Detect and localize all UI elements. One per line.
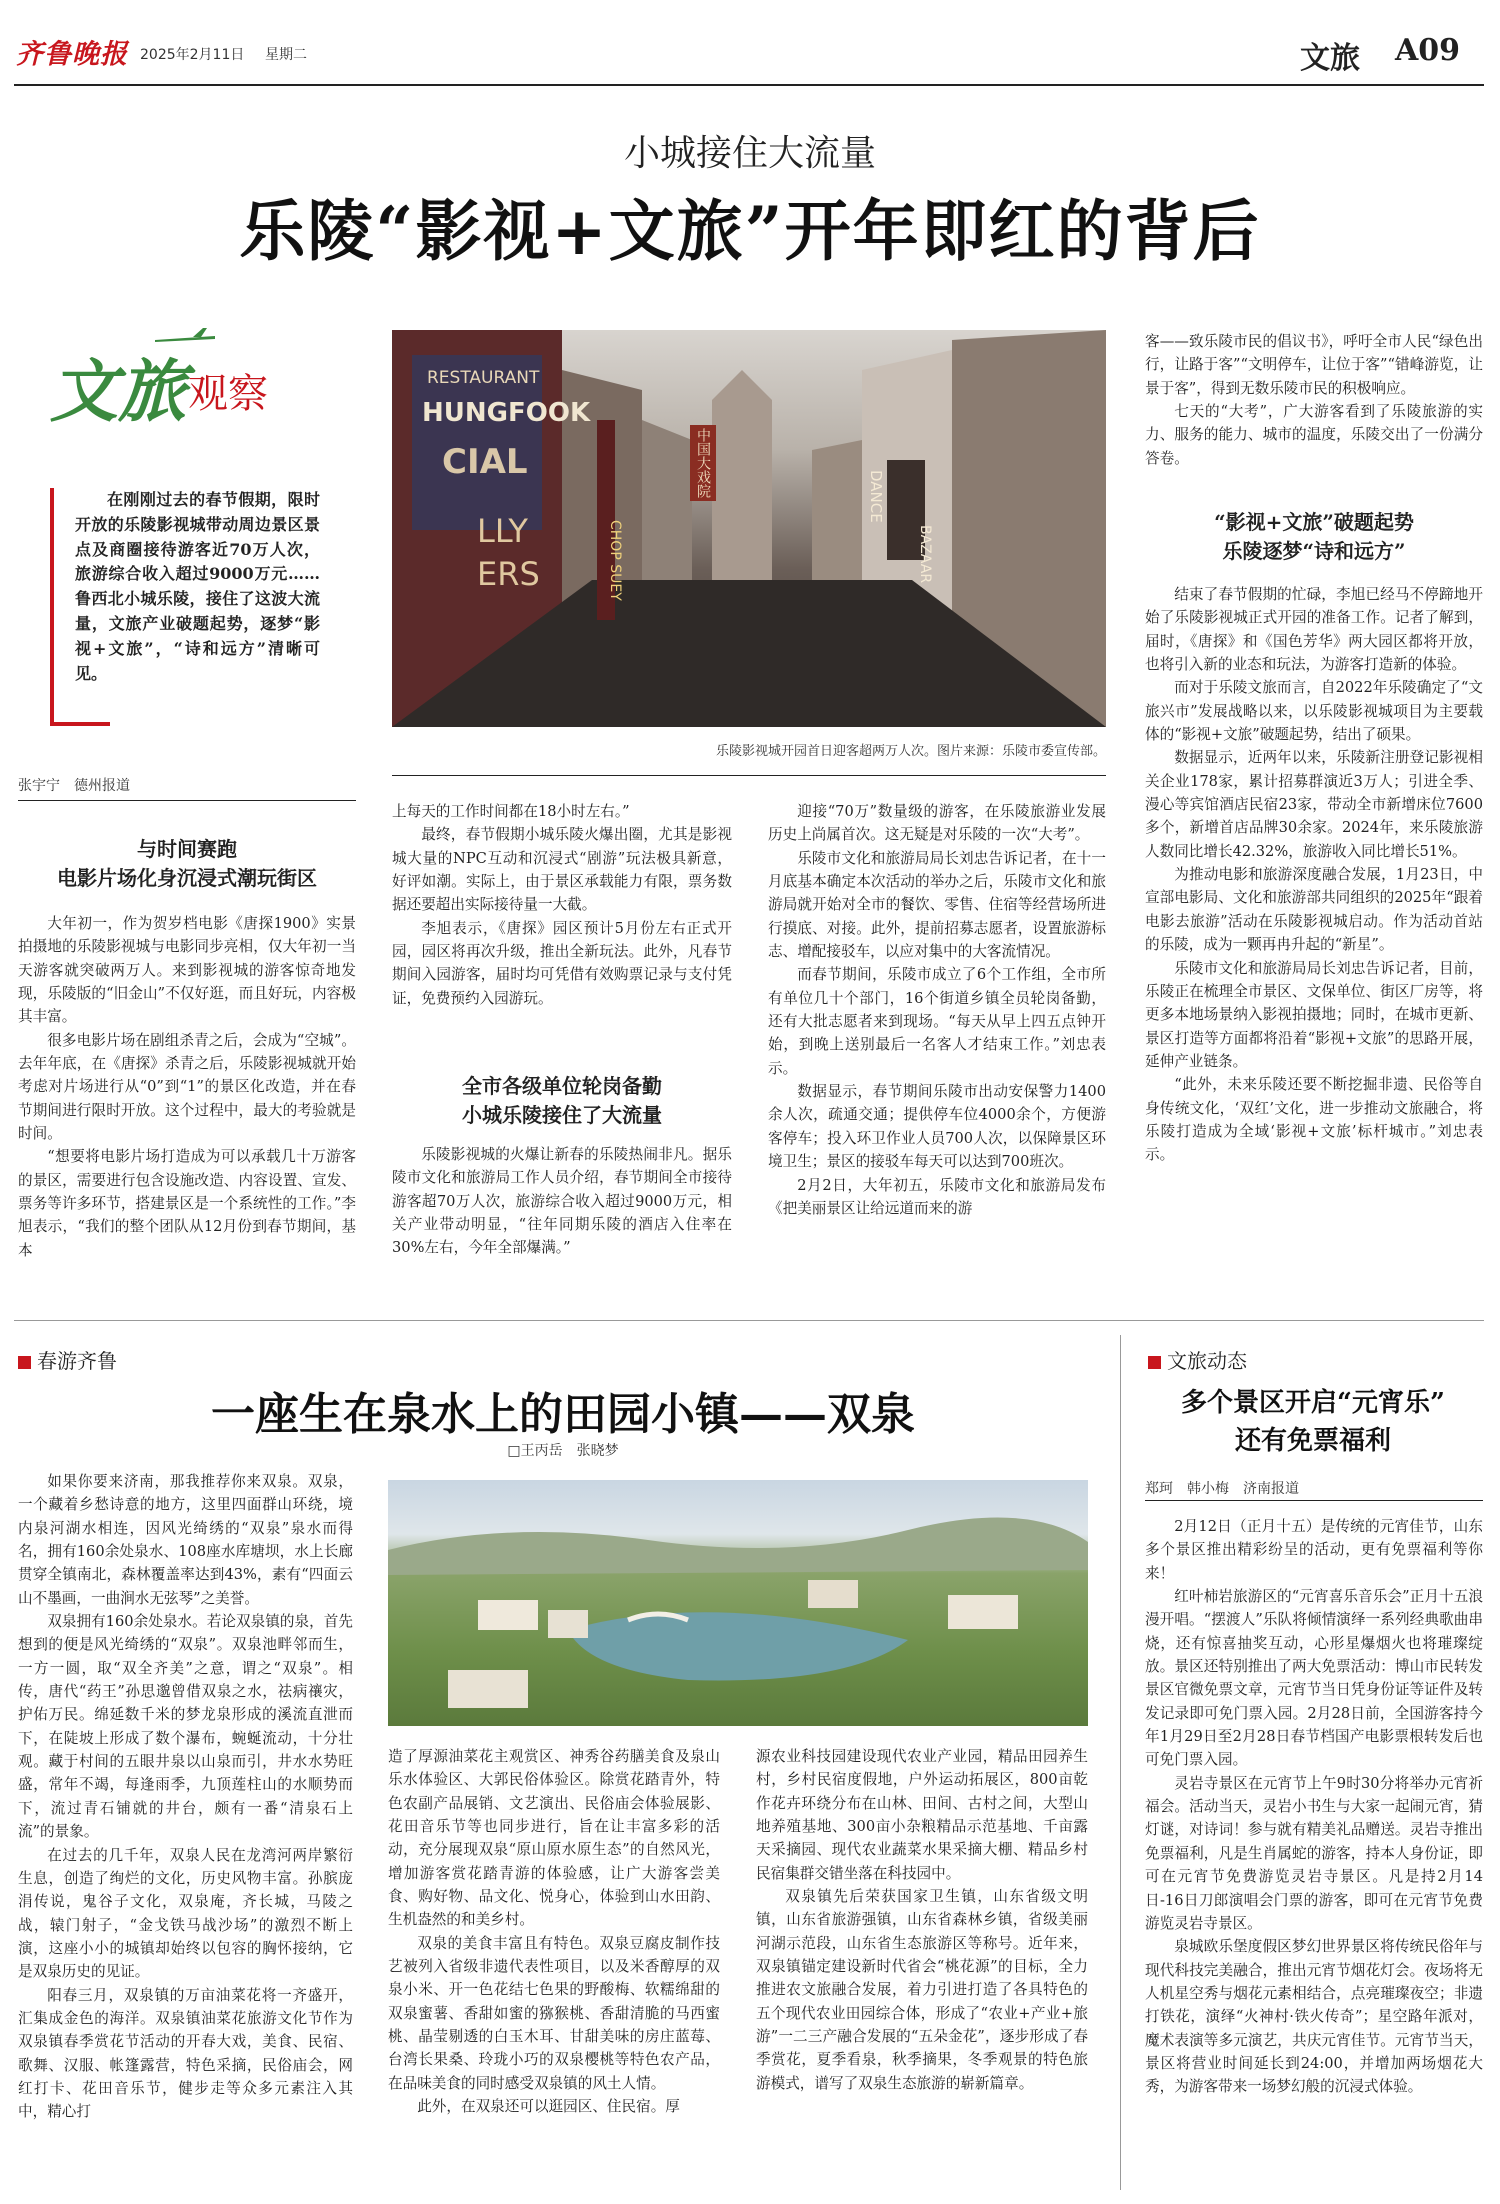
story2-byline: □王丙岳 张晓梦 bbox=[507, 1443, 619, 1459]
photo-sign-dance: DANCE bbox=[867, 470, 885, 523]
paragraph: 此外，在双泉还可以逛园区、住民宿。厚 bbox=[417, 2098, 680, 2116]
story1-subhead-3-line2: 乐陵逐梦“诗和远方” bbox=[1222, 539, 1406, 563]
section-divider bbox=[14, 1320, 1484, 1321]
story2-headline: 一座生在泉水上的田园小镇——双泉 bbox=[211, 1389, 915, 1440]
masthead-date: 2025年2月11日 bbox=[140, 47, 245, 63]
masthead-weekday: 星期二 bbox=[265, 47, 307, 63]
paragraph: 上每天的工作时间都在18小时左右。” bbox=[392, 803, 630, 820]
column-logo bbox=[50, 320, 320, 450]
masthead-rule bbox=[14, 84, 1484, 86]
story1-subhead-2-line1: 全市各级单位轮岗备勤 bbox=[462, 1074, 662, 1098]
column-divider bbox=[1120, 1335, 1121, 2190]
paragraph: 数据显示，春节期间乐陵市出动安保警力1400余人次，疏通交通；提供停车位4000余个，方便游客停车；投入环卫作业人员700人次，以保障景区环境卫生；景区的接驳车每天可以达到700班次。 bbox=[768, 1083, 1106, 1171]
paragraph: “此外，未来乐陵还要不断挖掘非遗、民俗等自身传统文化，‘双红’文化，进一步推动文旅融合，将乐陵打造成为全域‘影视+文旅’标杆城市。”刘忠表示。 bbox=[1145, 1076, 1483, 1164]
story1-subhead-3-line1: “影视+文旅”破题起势 bbox=[1214, 510, 1414, 534]
masthead-paper-name: 齐鲁晚报 bbox=[16, 39, 128, 70]
story3-headline-line1: 多个景区开启“元宵乐” bbox=[1181, 1388, 1445, 1418]
paragraph: 双泉的美食丰富且有特色。双泉豆腐皮制作技艺被列入省级非遗代表性项目，以及米香醇厚的双泉小米、开一色花结七色果的野酸梅、软糯绵甜的双泉蜜薯、香甜如蜜的猕猴桃、香甜清脆的马西蜜桃、晶莹剔透的白玉木耳、甘甜美味的房庄蓝莓、台湾长果桑、玲珑小巧的双泉樱桃等特色农产品，在品味美食的同时感受双泉镇的风土人情。 bbox=[388, 1934, 720, 2092]
paragraph: 七天的“大考”，广大游客看到了乐陵旅游的实力、服务的能力、城市的温度，乐陵交出了一份满分答卷。 bbox=[1145, 403, 1483, 467]
byline-rule bbox=[18, 800, 356, 801]
column-logo-part1: 文旅 bbox=[50, 352, 187, 432]
story1-column-4b bbox=[1145, 583, 1483, 1287]
story3-byline: 郑珂 韩小梅 济南报道 bbox=[1145, 1481, 1299, 1497]
story1-photo-caption: 乐陵影视城开园首日迎客超两万人次。图片来源：乐陵市委宣传部。 bbox=[715, 744, 1106, 759]
masthead-page-number: A09 bbox=[1395, 33, 1461, 68]
paragraph: 双泉镇先后荣获国家卫生镇，山东省级文明镇，山东省旅游强镇，山东省森林乡镇，省级美丽河湖示范段，山东省生态旅游区等称号。近年来，双泉镇锚定建设新时代省会“桃花源”的目标，全力推进农文旅融合发展，着力引进打造了各具特色的五个现代农业田园综合体，形成了“农业+产业+旅游”一二三产融合发展的“五朵金花”，逐步形成了春季赏花，夏季看泉，秋季摘果，冬季观景的特色旅游模式，谱写了双泉生态旅游的崭新篇章。 bbox=[756, 1888, 1088, 2092]
paragraph: 而春节期间，乐陵市成立了6个工作组，全市所有单位几十个部门，16个街道乡镇全员轮岗备勤，还有大批志愿者来到现场。“每天从早上四五点钟开始，到晚上送别最后一名客人才结束工作。”刘忠表示。 bbox=[768, 966, 1106, 1077]
story1-subhead-2 bbox=[392, 1072, 732, 1130]
story3-headline-line2: 还有免票福利 bbox=[1234, 1425, 1391, 1456]
story2-column-3 bbox=[756, 1745, 1088, 2188]
story3-headline bbox=[1140, 1385, 1486, 1460]
story2-column-1 bbox=[18, 1470, 353, 2188]
story1-subhead-1-line1: 与时间赛跑 bbox=[137, 837, 237, 861]
masthead-section: 文旅 bbox=[1300, 41, 1360, 76]
paragraph: 乐陵市文化和旅游局局长刘忠告诉记者，目前，乐陵正在梳理全市景区、文保单位、街区厂房等，将更多本地场景纳入影视拍摄地；同时，在城市更新、景区打造等方面都将沿着“影视+文旅”的思路开展，延伸产业链条。 bbox=[1145, 959, 1483, 1070]
paragraph: 李旭表示，《唐探》园区预计5月份左右正式开园，园区将再次升级，推出全新玩法。此外，凡春节期间入园游客，届时均可凭借有效购票记录与支付凭证，免费预约入园游玩。 bbox=[392, 919, 732, 1007]
paragraph: 很多电影片场在剧组杀青之后，会成为“空城”。去年年底，在《唐探》杀青之后，乐陵影视城就开始考虑对片场进行从“0”到“1”的景区化改造，并在春节期间进行限时开放。这个过程中，最大的考验就是时间。 bbox=[18, 1031, 356, 1143]
story1-subhead-3 bbox=[1145, 508, 1483, 566]
lede-red-bracket bbox=[50, 488, 54, 726]
paragraph: 双泉拥有160余处泉水。若论双泉镇的泉，首先想到的便是风光绮绣的“双泉”。双泉池畔邻而生，一方一圆，取“双全齐美”之意，谓之“双泉”。相传，唐代“药王”孙思邈曾借双泉之水，祛病禳灾，护佑万民。绵延数千米的梦龙泉形成的溪流直泄而下，在陡坡上形成了数个瀑布，蜿蜒流动，十分壮观。藏于村间的五眼井泉以山泉而引，井水水势旺盛，常年不竭，每逢雨季，九顶莲柱山的水顺势而下，流过青石铺就的井台，颇有一番“清泉石上流”的景象。 bbox=[18, 1613, 353, 1841]
story1-column-1 bbox=[18, 912, 356, 1287]
story3-byline-rule bbox=[1145, 1500, 1483, 1501]
paragraph: 结束了春节假期的忙碌，李旭已经马不停蹄地开始了乐陵影视城正式开园的准备工作。记者了解到，届时，《唐探》和《国色芳华》两大园区都将开放，也将引入新的业态和玩法，为游客打造新的体验。 bbox=[1145, 586, 1483, 674]
story1-byline: 张宇宁 德州报道 bbox=[18, 778, 130, 794]
paragraph: 大年初一，作为贺岁档电影《唐探1900》实景拍摄地的乐陵影视城与电影同步亮相，仅大年初一当天游客就突破两万人。来到影视城的游客惊奇地发现，乐陵版的“旧金山”不仅好逛，而且好玩，内容极其丰富。 bbox=[18, 915, 356, 1026]
paragraph: 造了厚源油菜花主观赏区、神秀谷药膳美食及泉山乐水体验区、大郭民俗体验区。除赏花踏青外，特色农副产品展销、文艺演出、民俗庙会体验展影、花田音乐节等也同步进行，旨在让丰富多彩的活动，充分展现双泉“原山原水原生态”的自然风光，增加游客赏花踏青游的体验感，让广大游客尝美食、购好物、品文化、悦身心，体验到山水田韵、生机盎然的和美乡村。 bbox=[388, 1748, 720, 1929]
paragraph: 为推动电影和旅游深度融合发展，1月23日，中宣部电影局、文化和旅游部共同组织的2025年“跟着电影去旅游”活动在乐陵影视城启动。作为活动首站的乐陵，成为一颗再冉升起的“新星”。 bbox=[1145, 866, 1483, 954]
paragraph: 红叶柿岩旅游区的“元宵喜乐音乐会”正月十五浪漫开唱。“摆渡人”乐队将倾情演绎一系列经典歌曲串烧，还有惊喜抽奖互动，心形星爆烟火也将璀璨绽放。景区还特别推出了两大免票活动：博山市民转发景区官微免票文章，元宵节当日凭身份证等证件及转发记录即可免门票入园。2月28日前，全国游客持今年1月29日至2月28日春节档国产电影票根转发后也可免门票入园。 bbox=[1145, 1588, 1483, 1769]
paragraph: 数据显示，近两年以来，乐陵新注册登记影视相关企业178家，累计招募群演近3万人；引进全季、漫心等宾馆酒店民宿23家，带动全市新增床位7600多个，新增首店品牌30余家。2024年，来乐陵旅游人数同比增长42.32%，旅游收入同比增长51%。 bbox=[1145, 749, 1483, 860]
paragraph: 迎接“70万”数量级的游客，在乐陵旅游业发展历史上尚属首次。这无疑是对乐陵的一次“大考”。 bbox=[768, 803, 1106, 844]
photo-sign-lly: LLY bbox=[477, 512, 528, 550]
paragraph: 而对于乐陵文旅而言，自2022年乐陵确定了“文旅兴市”发展战略以来，以乐陵影视城项目为主要载体的“影视+文旅”破题起势，结出了硕果。 bbox=[1145, 679, 1483, 744]
paragraph: 阳春三月，双泉镇的万亩油菜花将一齐盛开，汇集成金色的海洋。双泉镇油菜花旅游文化节作为双泉镇春季赏花节活动的开春大戏，美食、民宿、歌舞、汉服、帐篷露营，特色采摘，民俗庙会，网红打卡、花田音乐节，健步走等众多元素注入其中，精心打 bbox=[18, 1986, 353, 2121]
story1-photo bbox=[392, 330, 1106, 727]
story1-column-4a bbox=[1145, 330, 1483, 500]
paragraph: 在过去的几千年，双泉人民在龙湾河两岸繁衍生息，创造了绚烂的文化，历史风物丰富。孙膑庞涓传说，鬼谷子文化，双泉庵，齐长城，马陵之战，辕门射子，“金戈铁马战沙场”的激烈不断上演，这座小小的城镇却始终以包容的胸怀接纳，它是双泉历史的见证。 bbox=[18, 1846, 353, 1981]
paragraph: “想要将电影片场打造成为可以承载几十万游客的景区，需要进行包含设施改造、内容设置、宣发、票务等许多环节，搭建景区是一个系统性的工作。”李旭表示，“我们的整个团队从12月份到春节期间，基本 bbox=[18, 1148, 356, 1259]
story1-subhead-1 bbox=[18, 835, 356, 893]
paragraph: 源农业科技园建设现代农业产业园，精品田园养生村，乡村民宿度假地，户外运动拓展区，800亩乾作花卉环绕分布在山林、田间、古村之间，大型山地养殖基地、300亩小杂粮精品示范基地、千亩露天采摘园、现代农业蔬菜水果采摘大棚、精品乡村民宿集群交错坐落在科技园中。 bbox=[756, 1748, 1088, 1882]
story3-section-label: 文旅动态 bbox=[1148, 1345, 1247, 1374]
story1-lede: 在刚刚过去的春节假期，限时开放的乐陵影视城带动周边景区景点及商圈接待游客近70万人次，旅游综合收入超过9000万元……鲁西北小城乐陵，接住了这波大流量，文旅产业破题起势，逐梦“影视+文旅”，“诗和远方”清晰可见。 bbox=[75, 490, 320, 683]
paragraph: 泉城欧乐堡度假区梦幻世界景区将传统民俗年与现代科技完美融合，推出元宵节烟花灯会。夜场将无人机星空秀与烟花元素相结合，点亮璀璨夜空；非遗打铁花，演绎“火神村·铁火传奇”；星空路年派对，魔术表演等多元演艺，共庆元宵佳节。元宵节当天，景区将营业时间延长到24:00，并增加两场烟花大秀，为游客带来一场梦幻般的沉浸式体验。 bbox=[1145, 1938, 1483, 2096]
paragraph: 2月2日，大年初五，乐陵市文化和旅游局发布《把美丽景区让给远道而来的游 bbox=[768, 1176, 1106, 1217]
paragraph: 乐陵影视城的火爆让新春的乐陵热闹非凡。据乐陵市文化和旅游局工作人员介绍，春节期间全市接待游客超70万人次，旅游综合收入超过9000万元，相关产业带动明显，“往年同期乐陵的酒店入住率在30%左右，今年全部爆满。” bbox=[392, 1146, 732, 1257]
photo-sign-theatre: 中国大戏院 bbox=[690, 425, 716, 501]
caption-rule bbox=[392, 775, 1106, 776]
story1-column-2b bbox=[392, 1143, 732, 1287]
paragraph: 乐陵市文化和旅游局局长刘忠告诉记者，在十一月底基本确定本次活动的举办之后，乐陵市文化和旅游局就开始对全市的餐饮、零售、住宿等经营场所进行摸底、对接。此外，提前招募志愿者，设置旅游标志、增配接驳车，以应对集中的大客流情况。 bbox=[768, 849, 1106, 961]
story1-subhead-1-line2: 电影片场化身沉浸式潮玩街区 bbox=[57, 866, 317, 890]
paragraph: 客——致乐陵市民的倡议书》，呼吁全市人民“绿色出行，让路于客”“文明停车，让位于客”“错峰游览，让景于客”，得到无数乐陵市民的积极响应。 bbox=[1145, 333, 1483, 397]
photo-sign-chop-suey: CHOP SUEY bbox=[607, 520, 623, 601]
paragraph: 灵岩寺景区在元宵节上午9时30分将举办元宵祈福会。活动当天，灵岩小书生与大家一起闹元宵，猜灯谜，对诗词！参与就有精美礼品赠送。灵岩寺推出免票福利，凡是生肖属蛇的游客，持本人身份证，即可在元宵节免费游览灵岩寺景区。凡是持2月14日-16日刀郎演唱会门票的游客，即可在元宵节免费游览灵岩寺景区。 bbox=[1145, 1774, 1483, 1932]
story1-column-2a bbox=[392, 800, 732, 1070]
paragraph: 如果你要来济南，那我推荐你来双泉。双泉，一个藏着乡愁诗意的地方，这里四面群山环绕，境内泉河湖水相连，因风光绮绣的“双泉”泉水而得名，拥有160余处泉水、108座水库塘坝，水上长廊贯穿全镇南北，森林覆盖率达到43%，素有“四面云山不墨画，一曲涧水无弦琴”之美誉。 bbox=[18, 1473, 353, 1607]
photo-sign-hungfook: HUNGFOOK bbox=[422, 398, 591, 428]
story1-kicker: 小城接住大流量 bbox=[623, 133, 876, 174]
village-scene bbox=[388, 1480, 1088, 1726]
story2-photo bbox=[388, 1480, 1088, 1726]
story1-subhead-2-line2: 小城乐陵接住了大流量 bbox=[462, 1103, 662, 1127]
photo-sign-restaurant: RESTAURANT bbox=[427, 368, 540, 388]
paragraph: 2月12日（正月十五）是传统的元宵佳节，山东多个景区推出精彩纷呈的活动，更有免票福利等你来！ bbox=[1145, 1518, 1483, 1582]
story1-headline: 乐陵“影视+文旅”开年即红的背后 bbox=[239, 192, 1261, 270]
photo-sign-bazaar: BAZAAR bbox=[917, 525, 933, 584]
story2-column-2 bbox=[388, 1745, 720, 2188]
story2-section-label: 春游齐鲁 bbox=[18, 1345, 117, 1374]
story3-column bbox=[1145, 1515, 1483, 2188]
photo-sign-cial: CIAL bbox=[442, 442, 528, 482]
column-logo-part2: 观察 bbox=[188, 371, 268, 417]
story1-column-3 bbox=[768, 800, 1106, 1287]
photo-sign-ers: ERS bbox=[477, 555, 540, 593]
lede-red-bracket-foot bbox=[50, 722, 110, 726]
paragraph: 最终，春节假期小城乐陵火爆出圈，尤其是影视城大量的NPC互动和沉浸式“剧游”玩法极具新意，好评如潮。实际上，由于景区承载能力有限，票务数据还要超出实际接待量一大截。 bbox=[392, 826, 732, 914]
